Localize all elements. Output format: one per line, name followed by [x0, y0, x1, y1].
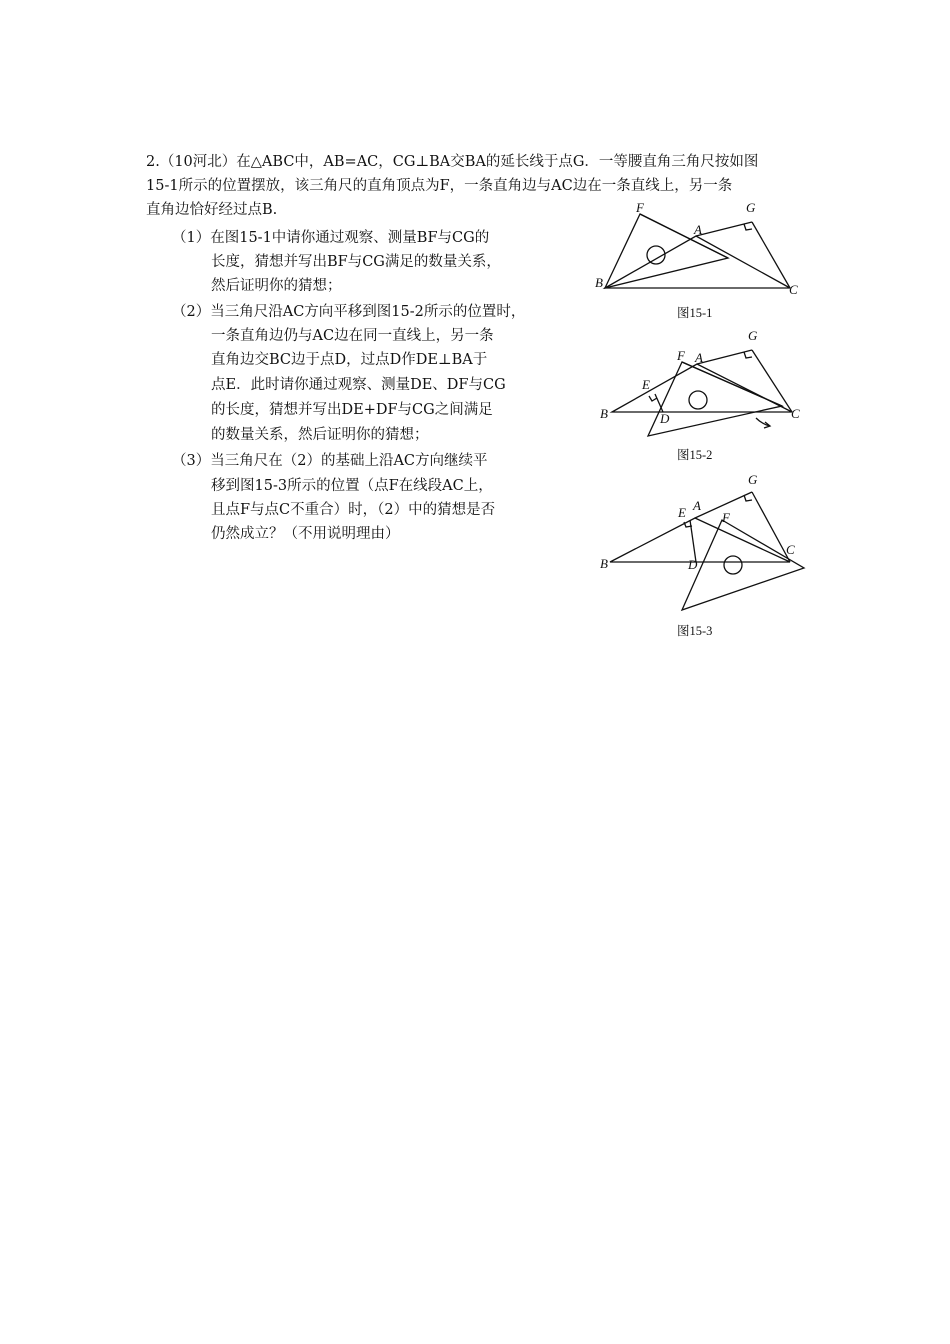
q2-line-4: 点E．此时请你通过观察、测量DE、DF与CG	[211, 377, 506, 393]
fig2-label-E: E	[642, 377, 650, 392]
fig3-label-F: F	[722, 510, 730, 525]
q2-line-2: 一条直角边仍与AC边在同一直线上，另一条	[211, 328, 494, 344]
q1-line-1: （1）在图15-1中请你通过观察、测量BF与CG的	[172, 230, 490, 246]
fig3-label-A: A	[693, 498, 701, 513]
q3-line-1: （3）当三角尺在（2）的基础上沿AC方向继续平	[172, 453, 488, 469]
fig3-label-G: G	[748, 472, 758, 487]
caption-15-3: 图15-3	[677, 624, 713, 638]
q1-line-3: 然后证明你的猜想；	[211, 278, 342, 294]
fig2-label-G: G	[748, 328, 758, 343]
fig2-label-A: A	[695, 350, 703, 365]
q2-line-6: 的数量关系，然后证明你的猜想；	[211, 427, 429, 443]
fig2-label-B: B	[600, 406, 608, 421]
fig1-label-A: A	[694, 222, 702, 237]
caption-15-1: 图15-1	[677, 306, 713, 320]
fig2-label-D: D	[660, 411, 670, 426]
fig3-label-D: D	[688, 557, 698, 572]
q3-line-2: 移到图15-3所示的位置（点F在线段AC上，	[211, 478, 493, 494]
problem-line-2: 15-1所示的位置摆放，该三角尺的直角顶点为F，一条直角边与AC边在一条直线上，另一条	[146, 178, 733, 194]
problem-line-3: 直角边恰好经过点B.	[146, 202, 278, 218]
fig1-label-B: B	[595, 275, 603, 290]
fig2-label-C: C	[791, 406, 800, 421]
q2-line-3: 直角边交BC边于点D，过点D作DE⊥BA于	[211, 352, 488, 368]
fig3-label-B: B	[600, 556, 608, 571]
fig2-label-F: F	[677, 348, 685, 363]
fig3-label-C: C	[786, 542, 795, 557]
q2-line-1: （2）当三角尺沿AC方向平移到图15-2所示的位置时，	[172, 304, 526, 320]
caption-15-2: 图15-2	[677, 448, 713, 462]
problem-line-1: 2.（10河北）在△ABC中，AB=AC，CG⊥BA交BA的延长线于点G．一等腰直角三角尺按如图	[146, 154, 759, 170]
fig1-label-F: F	[636, 200, 644, 215]
fig3-label-E: E	[678, 505, 686, 520]
q3-line-4: 仍然成立？（不用说明理由）	[211, 526, 400, 542]
q2-line-5: 的长度，猜想并写出DE+DF与CG之间满足	[211, 402, 493, 418]
q3-line-3: 且点F与点C不重合）时，（2）中的猜想是否	[211, 502, 496, 518]
fig1-label-C: C	[789, 282, 798, 297]
q1-line-2: 长度，猜想并写出BF与CG满足的数量关系，	[211, 254, 501, 270]
fig1-label-G: G	[746, 200, 756, 215]
